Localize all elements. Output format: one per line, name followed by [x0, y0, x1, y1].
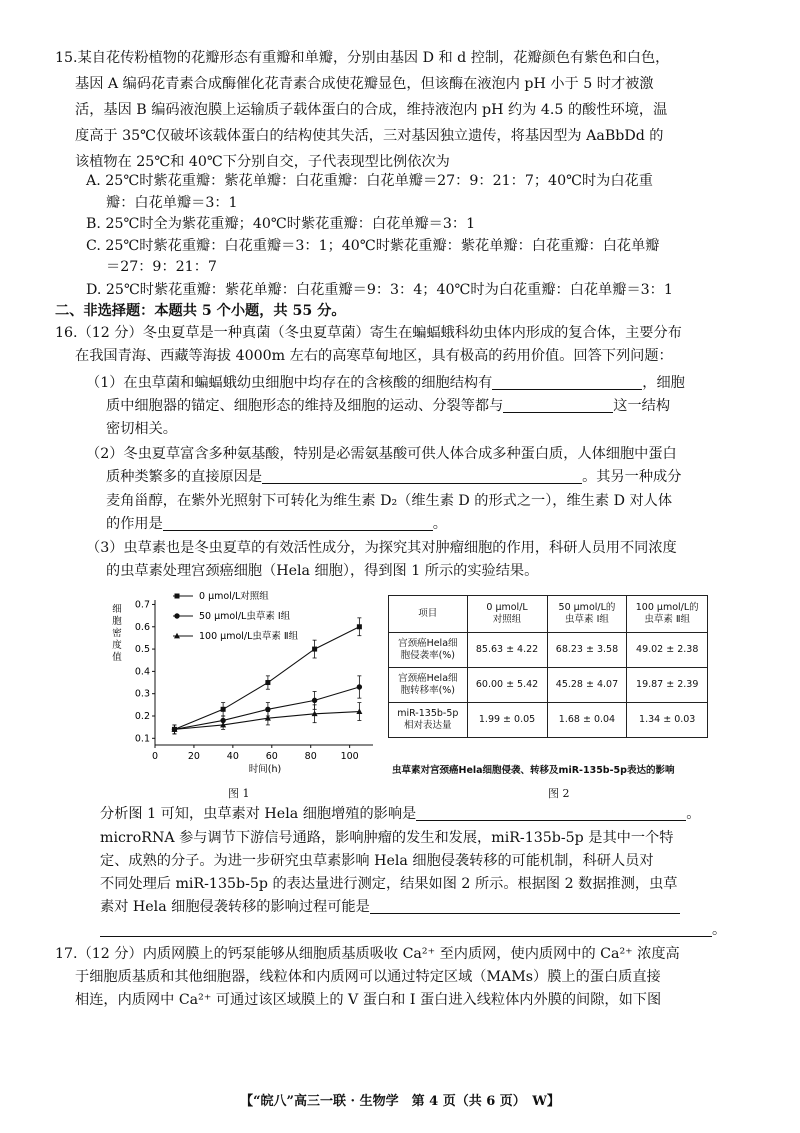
page-footer: 【“皖八”高三一联 · 生物学 第 4 页（共 6 页） W】 — [240, 1094, 560, 1109]
data-point — [175, 594, 180, 599]
q16-part1-line: 密切相关。 — [106, 421, 177, 437]
y-axis-label-char: 度 — [112, 640, 122, 651]
q16-part2-text: 。其另一种成分 — [582, 469, 682, 485]
table-cell: 宫颈癌Hela细 胞转移率(%) — [389, 668, 468, 703]
q16-analysis-line — [100, 920, 726, 940]
q16-analysis-line: 定、成熟的分子。为进一步研究虫草素影响 Hela 细胞侵袭转移的可能机制，科研人员对 — [100, 853, 654, 869]
q16-part2-text: 。 — [432, 516, 447, 532]
q17-line: 17.（12 分）内质网膜上的钙泵能够从细胞质基质吸收 Ca²⁺ 至内质网，使内质网中的 Ca²⁺ 浓度高 — [55, 946, 680, 962]
q16-intro-line: 16.（12 分）冬虫夏草是一种真菌（冬虫夏草菌）寄生在蝙蝠蛾科幼虫体内形成的复合体，主要分布 — [55, 325, 682, 341]
data-point — [221, 707, 226, 712]
y-tick-label: 0.1 — [134, 733, 150, 745]
legend-marker — [174, 613, 179, 618]
q17-line: 于细胞质基质和其他细胞器，线粒体和内质网可以通过特定区域（MAMs）膜上的蛋白质直接 — [75, 969, 661, 985]
q15-option-c-cont: ＝27：9：21：7 — [106, 259, 217, 275]
y-tick-label: 0.2 — [134, 711, 150, 722]
figure2-caption: 图 2 — [548, 787, 570, 800]
q16-part1-line — [106, 396, 670, 416]
q16-part1-line — [86, 373, 685, 393]
data-point — [265, 680, 270, 685]
y-tick-label: 0.7 — [134, 599, 150, 611]
q17-line: 相连，内质网中 Ca²⁺ 可通过该区域膜上的 V 蛋白和 I 蛋白进入线粒体内外膜的间隙，如下图 — [75, 992, 662, 1008]
q16-analysis-line — [100, 897, 680, 917]
q16-part3-line: （3）虫草素也是冬虫夏草的有效活性成分，为探究其对肿瘤细胞的作用，科研人员用不同浓度 — [86, 540, 677, 556]
q16-part1-text: 质中细胞器的锚定、细胞形态的维持及细胞的运动、分裂等都与 — [106, 398, 504, 414]
data-point — [174, 613, 179, 618]
table-row — [389, 703, 708, 738]
q16-part1-text: 这一结构 — [613, 398, 671, 414]
q15-option-a-cont: 瓣：白花单瓣＝3：1 — [106, 195, 238, 211]
table-cell: 60.00 ± 5.42 — [467, 668, 547, 703]
table-cell: 1.99 ± 0.05 — [467, 703, 547, 738]
q15-stem-line: 15.某自花传粉植物的花瓣形态有重瓣和单瓣，分别由基因 D 和 d 控制，花瓣颜色有紫色和白色， — [55, 50, 670, 66]
figure1-caption: 图 1 — [228, 787, 250, 800]
figure2-subtitle: 虫草素对宫颈癌Hela细胞侵袭、转移及miR-135b-5p表达的影响 — [392, 765, 675, 776]
q15-option-c: C. 25℃时紫花重瓣：白花重瓣＝3：1；40℃时紫花重瓣：紫花单瓣：白花重瓣：白花单瓣 — [86, 238, 660, 254]
answer-blank[interactable] — [100, 922, 712, 937]
series-line — [174, 627, 359, 730]
table-cell: 1.34 ± 0.03 — [627, 703, 708, 738]
q15-stem-line: 该植物在 25℃和 40℃下分别自交，子代表现型比例依次为 — [75, 154, 450, 170]
table-row — [389, 633, 708, 668]
figure2-table-wrap — [388, 595, 708, 790]
q16-part2-line: 麦角甾醇，在紫外光照射下可转化为维生素 D₂（维生素 D 的形式之一），维生素 D 对人体 — [106, 493, 673, 509]
x-tick-label: 0 — [151, 751, 159, 762]
x-tick-label: 80 — [304, 751, 317, 762]
section-heading: 二、非选择题：本题共 5 个小题，共 55 分。 — [55, 303, 346, 319]
table-header-cell: 50 μmol/L的 虫草素 Ⅰ组 — [547, 596, 627, 633]
table-row — [389, 668, 708, 703]
table-header-cell: 0 μmol/L 对照组 — [467, 596, 547, 633]
q16-part2-text: 的作用是 — [106, 516, 163, 532]
q16-part2-line: （2）冬虫夏草富含多种氨基酸，特别是必需氨基酸可供人体合成多种蛋白质，人体细胞中蛋白 — [86, 446, 677, 462]
answer-blank[interactable] — [503, 398, 613, 413]
table-cell: 宫颈癌Hela细 胞侵袭率(%) — [389, 633, 468, 668]
q16-part1-text: ，细胞 — [642, 375, 685, 391]
y-axis-label — [112, 604, 122, 663]
q15-stem-line: 度高于 35℃仅破坏该载体蛋白的结构使其失活，三对基因独立遗传，将基因型为 AaBbDd 的 — [75, 128, 664, 144]
table-cell: 68.23 ± 3.58 — [547, 633, 627, 668]
q16-intro-line: 在我国青海、西藏等海拔 4000m 左右的高寒草甸地区，具有极高的药用价值。回答下列问题： — [75, 348, 673, 364]
q15-option-a: A. 25℃时紫花重瓣：紫花单瓣：白花重瓣：白花单瓣＝27：9：21：7；40℃时为白花重 — [86, 173, 653, 189]
q15-option-d: D. 25℃时紫花重瓣：紫花单瓣：白花重瓣＝9：3：4；40℃时为白花重瓣：白花单瓣＝3：1 — [86, 282, 673, 298]
table-cell: 49.02 ± 2.38 — [627, 633, 708, 668]
data-point — [357, 624, 362, 629]
answer-blank[interactable] — [262, 469, 582, 484]
answer-blank[interactable] — [370, 899, 680, 914]
q16-analysis-text: 素对 Hela 细胞侵袭转移的影响过程可能是 — [100, 899, 370, 915]
table-header-cell: 项目 — [389, 596, 468, 633]
table-cell: 1.68 ± 0.04 — [547, 703, 627, 738]
y-tick-label: 0.4 — [134, 666, 150, 678]
q16-analysis-text: 分析图 1 可知，虫草素对 Hela 细胞增殖的影响是 — [100, 806, 417, 822]
q15-stem-line: 活，基因 B 编码液泡膜上运输质子载体蛋白的合成，维持液泡内 pH 约为 4.5 的酸性环境，温 — [75, 102, 668, 118]
y-tick-label: 0.5 — [134, 644, 150, 656]
q16-part2-line — [106, 467, 681, 487]
legend-label: 0 μmol/L对照组 — [199, 591, 269, 602]
y-axis-label-char: 密 — [112, 628, 122, 639]
y-axis-label-char: 值 — [112, 652, 122, 663]
q16-part1-text: （1）在虫草菌和蝙蝠蛾幼虫细胞中均存在的含核酸的细胞结构有 — [86, 375, 493, 391]
answer-blank[interactable] — [416, 806, 686, 821]
figure1-chart — [105, 590, 380, 790]
q15-stem-line: 基因 A 编码花青素合成酶催化花青素合成使花瓣显色，但该酶在液泡内 pH 小于 5 时才被激 — [75, 76, 654, 92]
y-tick-label: 0.3 — [134, 688, 150, 700]
q15-option-b: B. 25℃时全为紫花重瓣；40℃时紫花重瓣：白花单瓣＝3：1 — [86, 216, 476, 232]
legend-label: 100 μmol/L虫草素 Ⅱ组 — [199, 631, 299, 642]
q16-analysis-line: microRNA 参与调节下游信号通路，影响肿瘤的发生和发展，miR-135b-5p 是其中一个特 — [100, 830, 674, 846]
q16-analysis-line — [100, 804, 700, 824]
y-axis-label-char: 细 — [112, 604, 122, 615]
q16-part2-line — [106, 514, 447, 534]
table-cell: 85.63 ± 4.22 — [467, 633, 547, 668]
table-cell: 19.87 ± 2.39 — [627, 668, 708, 703]
q16-analysis-text: 。 — [712, 922, 727, 938]
q16-analysis-text: 。 — [686, 806, 701, 822]
x-tick-label: 40 — [226, 751, 239, 762]
legend-label: 50 μmol/L虫草素 Ⅰ组 — [199, 611, 291, 622]
x-tick-label: 20 — [187, 751, 200, 762]
y-tick-label: 0.6 — [134, 621, 150, 633]
table-cell: 45.28 ± 4.07 — [547, 668, 627, 703]
table-cell: miR-135b-5p 相对表达量 — [389, 703, 468, 738]
table-header-cell: 100 μmol/L的 虫草素 Ⅱ组 — [627, 596, 708, 633]
table-header-row — [389, 596, 708, 633]
figure2-table — [388, 595, 708, 738]
legend-marker — [175, 594, 180, 599]
answer-blank[interactable] — [163, 516, 433, 531]
answer-blank[interactable] — [492, 375, 642, 390]
q16-part2-text: 质种类繁多的直接原因是 — [106, 469, 263, 485]
x-tick-label: 100 — [340, 751, 359, 762]
q16-analysis-line: 不同处理后 miR-135b-5p 的表达量进行测定，结果如图 2 所示。根据图 2 数据推测，虫草 — [100, 876, 678, 892]
q16-part3-line: 的虫草素处理宫颈癌细胞（Hela 细胞），得到图 1 所示的实验结果。 — [106, 563, 539, 579]
data-point — [312, 698, 317, 703]
data-point — [357, 684, 362, 689]
x-tick-label: 60 — [265, 751, 278, 762]
x-axis-label: 时间(h) — [248, 764, 282, 775]
data-point — [312, 647, 317, 652]
y-axis-label-char: 胞 — [112, 616, 122, 627]
